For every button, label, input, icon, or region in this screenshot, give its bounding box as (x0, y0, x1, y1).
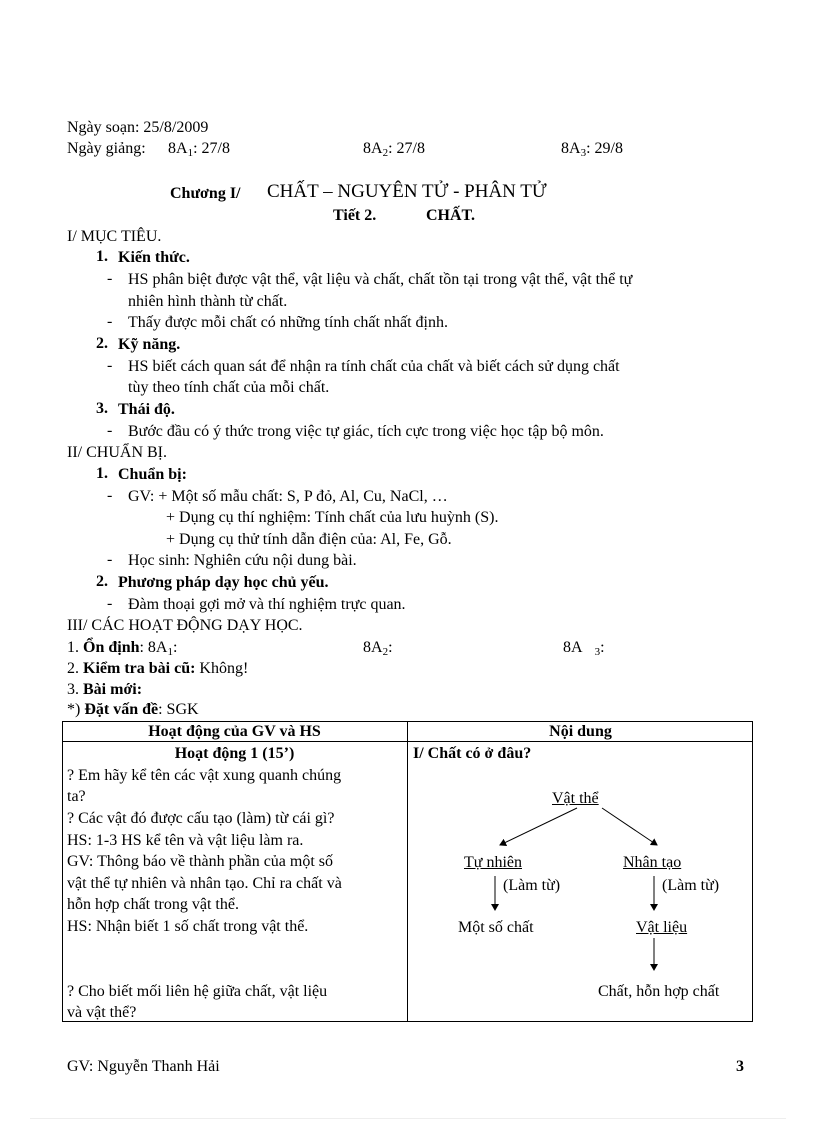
list-number: 2. (96, 573, 108, 590)
skills-item-1: HS biết cách quan sát để nhận ra tính chất của chất và biết cách sử dụng chất (128, 358, 620, 375)
section-preparation-heading: II/ CHUẨN BỊ. (67, 444, 167, 461)
lesson-label: Tiết 2. (333, 207, 377, 224)
stabilize-row: 1. Ổn định: $8A_1$: (67, 639, 178, 658)
table-header-activity: Hoạt động của GV và HS (148, 723, 321, 740)
teacher-materials-1: GV: + Một số mẫu chất: S, P đỏ, Al, Cu, NaCl, … (128, 488, 448, 505)
left-line: ? Em hãy kể tên các vật xung quanh chúng (67, 767, 342, 784)
left-line: ? Các vật đó được cấu tạo (làm) từ cái gì? (67, 810, 335, 827)
bullet-dash: - (107, 357, 113, 374)
lesson-name: CHẤT. (426, 207, 476, 224)
bullet-dash: - (107, 487, 113, 504)
page-number: 3 (736, 1058, 744, 1075)
knowledge-item-1: HS phân biệt được vật thể, vật liệu và chất, chất tồn tại trong vật thể, vật thể tự (128, 271, 633, 288)
old-lesson-check: 2. Kiểm tra bài cũ: Không! (67, 660, 249, 677)
left-line: hỗn hợp chất trong vật thể. (67, 896, 239, 913)
class-3-date: $8A_3$: 29/8 (561, 140, 623, 159)
list-number: 3. (96, 400, 108, 417)
teacher-materials-2: + Dụng cụ thí nghiệm: Tính chất của lưu huỳnh (S). (166, 509, 499, 526)
student-preparation: Học sinh: Nghiên cứu nội dung bài. (128, 552, 357, 569)
class-2-date: $8A_2$: 27/8 (363, 140, 425, 159)
teacher-materials-3: + Dụng cụ thử tính dẫn điện của: Al, Fe, Gỗ. (166, 531, 452, 548)
section-activities-heading: III/ CÁC HOẠT ĐỘNG DẠY HỌC. (67, 617, 303, 634)
arrow-root-to-artificial (602, 808, 657, 845)
attitude-item-1: Bước đầu có ý thức trong việc tự giác, tích cực trong việc học tập bộ môn. (128, 423, 604, 440)
left-line: ta? (67, 788, 86, 805)
content-heading: I/ Chất có ở đâu? (413, 745, 532, 762)
subheading-knowledge: Kiến thức. (118, 249, 190, 266)
page-bottom-divider (30, 1118, 786, 1119)
knowledge-item-1-cont: nhiên hình thành từ chất. (128, 293, 288, 310)
bullet-dash: - (107, 551, 113, 568)
diagram-natural-node: Tự nhiên (464, 854, 522, 871)
diagram-materials-node: Vật liệu (636, 919, 688, 936)
left-question: ? Cho biết mối liên hệ giữa chất, vật liệu (67, 983, 328, 1000)
subheading-attitude: Thái độ. (118, 401, 175, 418)
left-line: vật thể tự nhiên và nhân tạo. Chỉ ra chất và (67, 875, 342, 892)
bullet-dash: - (107, 313, 113, 330)
knowledge-item-2: Thấy được mỗi chất có những tính chất nhất định. (128, 314, 448, 331)
bullet-dash: - (107, 422, 113, 439)
list-number: 1. (96, 465, 108, 482)
class-1-date: $8A_1$: 27/8 (168, 140, 230, 159)
arrow-root-to-natural (500, 808, 577, 845)
chapter-name: CHẤT – NGUYÊN TỬ - PHÂN TỬ (267, 181, 547, 202)
skills-item-1-cont: tùy theo tính chất của mỗi chất. (128, 379, 330, 396)
problem-statement: *) Đặt vấn đề: SGK (67, 701, 199, 718)
subheading-skills: Kỹ năng. (118, 336, 181, 353)
diagram-substances-mixtures: Chất, hỗn hợp chất (598, 983, 720, 1000)
list-number: 1. (96, 248, 108, 265)
stabilize-class-2: $8A_2$: (363, 639, 393, 658)
left-line: HS: 1-3 HS kể tên và vật liệu làm ra. (67, 832, 304, 849)
date-taught-label: Ngày giảng: (67, 140, 146, 157)
diagram-artificial-node: Nhân tạo (623, 854, 682, 871)
section-objectives-heading: I/ MỤC TIÊU. (67, 228, 162, 245)
diagram-made-from-right: (Làm từ) (662, 877, 720, 894)
subheading-prepare: Chuẩn bị: (118, 466, 187, 483)
subheading-method: Phương pháp dạy học chủ yếu. (118, 574, 329, 591)
method-item: Đàm thoại gợi mở và thí nghiệm trực quan. (128, 596, 406, 613)
chapter-label: Chương I/ (170, 185, 241, 202)
stabilize-class-3: 8A $_3$: (563, 639, 605, 658)
footer-author: GV: Nguyễn Thanh Hải (67, 1058, 220, 1075)
diagram-made-from-left: (Làm từ) (503, 877, 561, 894)
bullet-dash: - (107, 595, 113, 612)
activity-title: Hoạt động 1 (15’) (174, 745, 295, 762)
left-question-cont: và vật thể? (67, 1004, 137, 1021)
date-prepared: Ngày soạn: 25/8/2009 (67, 119, 209, 136)
list-number: 2. (96, 335, 108, 352)
new-lesson: 3. Bài mới: (67, 681, 143, 698)
left-line: GV: Thông báo về thành phần của một số (67, 853, 334, 870)
diagram-root-node: Vật thể (552, 790, 599, 807)
diagram-some-substances: Một số chất (458, 919, 534, 936)
left-line: HS: Nhận biết 1 số chất trong vật thể. (67, 918, 309, 935)
table-header-content: Nội dung (549, 723, 612, 740)
bullet-dash: - (107, 270, 113, 287)
